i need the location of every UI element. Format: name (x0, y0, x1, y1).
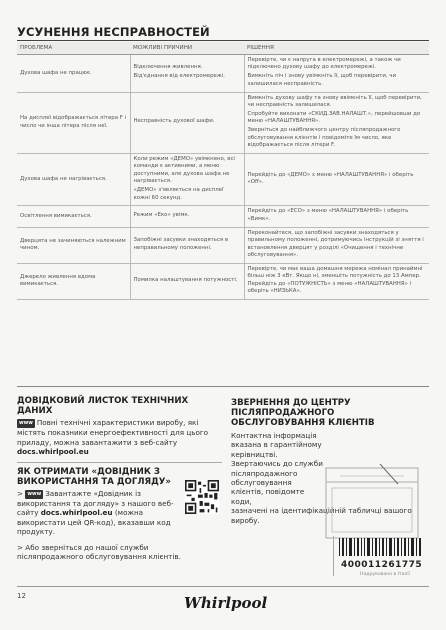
solution-cell (244, 263, 429, 299)
service-line: керівництві. (231, 449, 278, 459)
section-divider (17, 386, 429, 387)
oven-drawing-icon (320, 458, 424, 546)
problem-cell: Духова шафа не працює. (17, 55, 130, 93)
guide-text (17, 489, 175, 537)
page-number: 12 (17, 592, 26, 600)
footer-divider (17, 586, 429, 587)
guide-link[interactable]: docs.whirlpool.eu (40, 508, 113, 518)
cause-text: Від'єднання від електромережі. (133, 73, 225, 80)
table-header-row (17, 42, 429, 55)
cause-cell (130, 92, 244, 153)
solution-text: Переконайтеся, що запобіжні засувки знаходяться у правильному положенні, дотримуючись інструкцій зі зняття і встановлення дверцят у розділі «Очищення і технічне обслуговування». (247, 229, 424, 258)
cause-text: Запобіжні засувки знаходяться в неправильному положенні. (133, 237, 229, 251)
title-divider (17, 40, 429, 41)
page-title: УСУНЕННЯ НЕСПРАВНОСТЕЙ (17, 25, 210, 39)
whirlpool-logo: Whirlpool (184, 594, 268, 612)
guide-body-1: Завантажте «Довідник із використання та догляду» з нашого веб-сайту (17, 488, 174, 518)
problem-cell: Дверцята не зачиняються належним чином. (17, 227, 130, 263)
guide-heading: ЯК ОТРИМАТИ «ДОВІДНИК З ВИКОРИСТАННЯ ТА ДОГЛЯДУ» (17, 466, 171, 487)
printed-in-note: Надруковано в Італії (360, 572, 410, 577)
column-header-solution: РІШЕННЯ (244, 42, 429, 55)
datasheet-heading: ДОВІДКОВИЙ ЛИСТОК ТЕХНІЧНИХ ДАНИХ (17, 396, 189, 416)
solution-cell (244, 153, 429, 205)
cause-cell (130, 263, 244, 299)
service-line: зазначені на ідентифікаційній табличці вашого виробу. (231, 506, 412, 525)
solution-text: Вимкніть духову шафу та знову ввімкніть її, щоб перевірити, чи несправність залишилася. (247, 94, 422, 109)
cause-text: Режим «Еко» увімк. (133, 212, 190, 219)
barcode-icon (335, 536, 425, 558)
column-header-problem: ПРОБЛЕМА (17, 42, 130, 55)
cause-cell (130, 227, 244, 263)
service-line: Звертаючись до служби (231, 459, 323, 469)
cause-text: Коли режим «ДЕМО» увімкнено, всі команди є активними, а меню доступними, але духова шафа не нагрівається. (133, 155, 235, 185)
solution-text: Спробуйте виконати «СКИД.ЗАВ.НАЛАШТ.», перейшовши до меню «НАЛАШТУВАННЯ». (247, 110, 421, 125)
table-row (17, 153, 429, 205)
left-divider (17, 462, 222, 463)
cause-cell (130, 153, 244, 205)
cause-text: Помилка налаштування потужності. (133, 276, 238, 283)
solution-text: Зверніться до найближчого центру післяпродажного обслуговування клієнтів і повідоміте їм число, яке відображається після літери F. (247, 127, 401, 149)
solution-text: Перейдіть до «ЕСО» з меню «НАЛАШТУВАННЯ» і оберіть «Вимк». (247, 208, 409, 222)
problem-cell: На дисплеї відображається літера F і число чи інша літера після неї. (17, 92, 130, 153)
solution-cell (244, 227, 429, 263)
table-row (17, 227, 429, 263)
solution-cell (244, 206, 429, 227)
solution-text: Перевірте, чи є напруга в електромережі, а також чи підключено духову шафу до електромережі. (247, 57, 401, 71)
cause-cell (130, 55, 244, 93)
guide-body-2: (можна використати цей QR-код), вказавши код продукту. (17, 508, 171, 537)
troubleshooting-table (17, 42, 429, 300)
solution-cell (244, 92, 429, 153)
table-row (17, 55, 429, 93)
cause-text: Несправність духової шафи. (133, 118, 215, 125)
service-line: вказана в гарантійному (231, 440, 322, 450)
code-divider (333, 536, 334, 576)
table-row (17, 206, 429, 227)
product-code: 400011261775 (341, 560, 423, 570)
guide-service-text: > Або зверніться до нашої служби післяпродажного обслуговування клієнтів. (17, 542, 181, 562)
solution-text: Перевірте, чи має ваша домашня мережа номінал принаймні більш ніж 3 кВт. Якщо ні, зменшіть потужність до 13 Ампер. Перейдіть до «ПОТУЖНІСТЬ» з меню «НАЛАШТУВАННЯ» і оберіть «НИЗЬКА». (247, 265, 423, 295)
arrow-icon: > (17, 488, 24, 498)
service-line: обслуговування (231, 478, 292, 488)
cause-text: «ДЕМО» з'являється на дисплеї кожні 60 секунд. (133, 187, 224, 201)
datasheet-text (17, 418, 222, 457)
table-row (17, 263, 429, 299)
problem-cell: Освітлення вимикається. (17, 206, 130, 227)
info-left-column (17, 396, 222, 561)
datasheet-body: Повні технічні характеристики виробу, які містять показники енергоефективності для цього приладу, можна завантажити з веб-сайту (17, 418, 209, 447)
datasheet-link[interactable]: docs.whirlpool.eu (17, 447, 89, 457)
cause-text: Відключення живлення. (133, 64, 203, 71)
solution-text: Перейдіть до «ДЕМО» з меню «НАЛАШТУВАННЯ» і оберіть «Off». (247, 171, 414, 185)
solution-cell (244, 55, 429, 93)
qr-code-icon[interactable] (185, 480, 219, 514)
cause-cell (130, 206, 244, 227)
service-line: післяпродажного (231, 468, 298, 478)
problem-cell: Джерело живлення вдома вимикається. (17, 263, 130, 299)
service-line: Контактна інформація (231, 431, 317, 440)
service-heading: ЗВЕРНЕННЯ ДО ЦЕНТРУ ПІСЛЯПРОДАЖНОГО ОБСЛУГОВУВАННЯ КЛІЄНТІВ (231, 398, 375, 428)
solution-text: Вимкніть піч і знову увімкніть її, щоб перевірити, чи залишилася несправність. (247, 73, 396, 87)
service-line: клієнтів, повідомте коди, (231, 487, 305, 506)
table-row (17, 92, 429, 153)
www-icon: www (17, 419, 35, 428)
www-icon: www (25, 490, 43, 499)
column-header-causes: МОЖЛИВІ ПРИЧИНИ (130, 42, 244, 55)
problem-cell: Духова шафа не нагрівається. (17, 153, 130, 205)
